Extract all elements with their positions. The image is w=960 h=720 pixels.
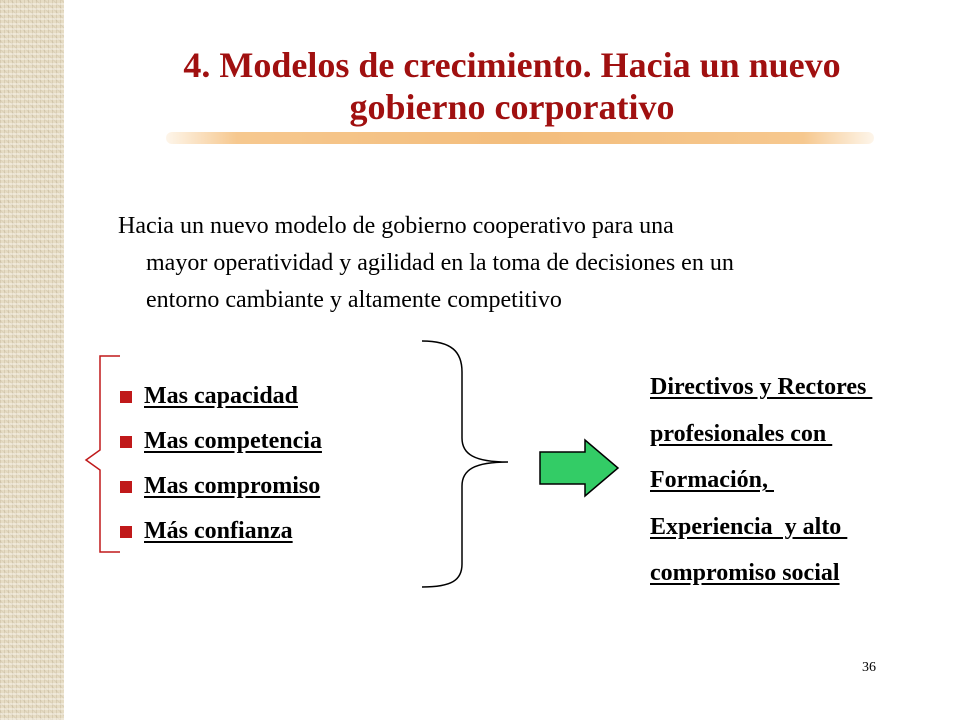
bullet-square-icon (120, 391, 132, 403)
body-line-2: mayor operatividad y agilidad en la toma de decisiones en un (146, 250, 734, 276)
result-text-block (650, 364, 872, 597)
result-line: Formación, (650, 467, 774, 493)
bullet-square-icon (120, 526, 132, 538)
bullet-label: Mas capacidad (144, 383, 299, 409)
bullet-list (120, 374, 322, 554)
bullet-label: Mas compromiso (144, 473, 321, 499)
bullet-item (120, 374, 322, 419)
page-number: 36 (862, 660, 876, 675)
slide-title-line-1: 4. Modelos de crecimiento. Hacia un nuevo (183, 45, 841, 85)
result-line: profesionales con (650, 420, 833, 447)
result-line: Directivos y Rectores (650, 374, 873, 400)
bullet-label: Mas competencia (144, 428, 322, 454)
bullet-label: Más confianza (144, 518, 293, 544)
body-line-3: entorno cambiante y altamente competitivo (146, 287, 562, 313)
result-line: compromiso social (650, 560, 840, 586)
bullet-item (120, 509, 322, 554)
slide-title-line-2: gobierno corporativo (349, 87, 675, 127)
bullet-item (120, 464, 322, 509)
bullet-item (120, 419, 322, 464)
left-bracket-icon (86, 356, 120, 552)
result-line: Experiencia y alto (650, 513, 848, 540)
right-arrow-icon (540, 440, 618, 496)
bullet-square-icon (120, 481, 132, 493)
body-line-1: Hacia un nuevo modelo de gobierno cooperativo para una (118, 213, 674, 239)
bullet-square-icon (120, 436, 132, 448)
right-brace-icon (422, 341, 508, 587)
